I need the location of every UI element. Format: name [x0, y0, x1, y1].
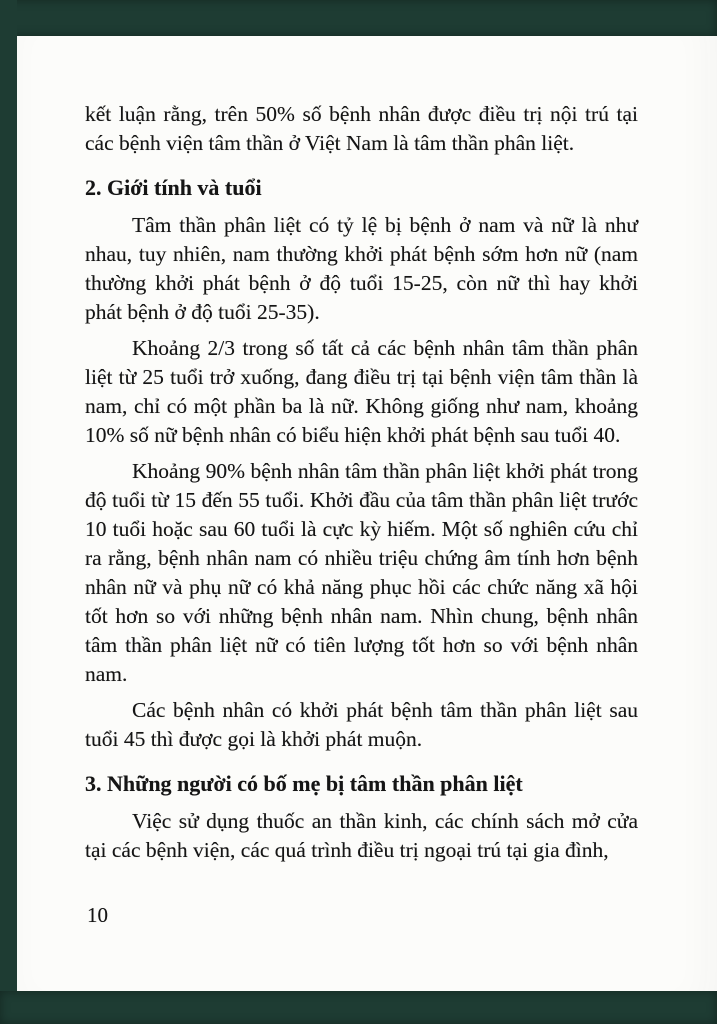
paragraph-late-onset: Các bệnh nhân có khởi phát bệnh tâm thần phân liệt sau tuổi 45 thì được gọi là khởi phát muộn. [85, 698, 638, 751]
page-text-column [85, 100, 638, 872]
scan-border-top [0, 0, 717, 36]
paragraph-gender-ratio: Tâm thần phân liệt có tỷ lệ bị bệnh ở nam và nữ là như nhau, tuy nhiên, nam thường khởi phát bệnh sớm hơn nữ (nam thường khởi phát bệnh ở độ tuổi 15-25, còn nữ thì hay khởi phát bệnh ở độ tuổi 25-35). [85, 213, 638, 324]
paragraph-onset-age-range: Khoảng 90% bệnh nhân tâm thần phân liệt khởi phát trong độ tuổi từ 15 đến 55 tuổi. Khởi đầu của tâm thần phân liệt trước 10 tuổi hoặc sau 60 tuổi là cực kỳ hiếm. Một số nghiên cứu chỉ ra rằng, bệnh nhân nam có nhiều triệu chứng âm tính hơn bệnh nhân nữ và phụ nữ có khả năng phục hồi các chức năng xã hội tốt hơn so với những bệnh nhân nam. Nhìn chung, bệnh nhân tâm thần phân liệt nữ có tiên lượng tốt hơn so với bệnh nhân nam. [85, 459, 638, 686]
scan-border-bottom [0, 991, 717, 1024]
continued-paragraph: kết luận rằng, trên 50% số bệnh nhân được điều trị nội trú tại các bệnh viện tâm thần ở Việt Nam là tâm thần phân liệt. [85, 102, 638, 155]
page-number: 10 [87, 903, 108, 927]
scan-border-left [0, 0, 17, 1024]
section-heading-gender-age: 2. Giới tính và tuổi [85, 175, 262, 200]
paragraph-under-25: Khoảng 2/3 trong số tất cả các bệnh nhân tâm thần phân liệt từ 25 tuổi trở xuống, đang điều trị tại bệnh viện tâm thần là nam, chỉ có một phần ba là nữ. Không giống như nam, khoảng 10% số nữ bệnh nhân có biểu hiện khởi phát bệnh sau tuổi 40. [85, 336, 638, 447]
paragraph-treatment-policies: Việc sử dụng thuốc an thần kinh, các chính sách mở cửa tại các bệnh viện, các quá trình điều trị ngoại trú tại gia đình, [85, 809, 638, 862]
section-heading-parents: 3. Những người có bố mẹ bị tâm thần phân liệt [85, 771, 523, 796]
